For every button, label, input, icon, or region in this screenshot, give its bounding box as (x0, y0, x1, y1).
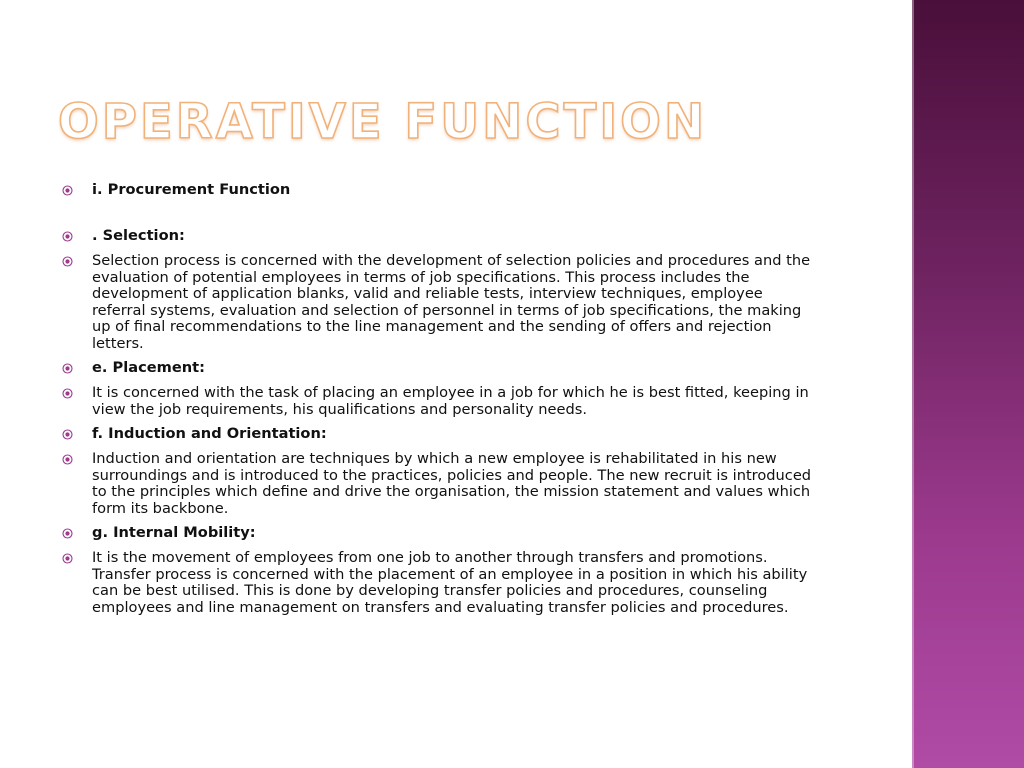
circled-dot-icon (62, 385, 92, 402)
induction-heading: f. Induction and Orientation: (92, 425, 327, 442)
placement-heading: e. Placement: (92, 359, 205, 376)
circled-dot-icon (62, 228, 92, 245)
procurement-heading: i. Procurement Function (92, 181, 291, 198)
circled-dot-icon (62, 550, 92, 567)
list-item (62, 385, 862, 418)
circled-dot-icon (62, 360, 92, 377)
circled-dot-icon (62, 426, 92, 443)
induction-paragraph: Induction and orientation are techniques by which a new employee is rehabilitated in his new surroundings and is introduced to the practices, policies and people. The new recruit is introduced to the principles which define and drive the organisation, the mission statement and values which form its backbone. (92, 450, 812, 517)
list-item (62, 426, 862, 443)
list-item (62, 182, 862, 199)
list-item (62, 360, 862, 377)
side-band-edge (912, 0, 914, 768)
list-item (62, 253, 862, 352)
decorative-side-band (912, 0, 1024, 768)
slide-title: OPERATIVE FUNCTION (58, 94, 708, 150)
circled-dot-icon (62, 182, 92, 199)
selection-heading: . Selection: (92, 227, 185, 244)
list-item (62, 228, 862, 245)
internal-mobility-paragraph: It is the movement of employees from one job to another through transfers and promotions. Transfer process is concerned with the placement of an employee in a position in which his ability can be best utilised. This is done by developing transfer policies and procedures, counseling employees and line management on transfers and evaluating transfer policies and procedures. (92, 549, 808, 616)
bullet-list (62, 182, 862, 624)
selection-paragraph: Selection process is concerned with the development of selection policies and procedures and the evaluation of potential employees in terms of job specifications. This process includes the development of application blanks, valid and reliable tests, interview techniques, employee referral systems, evaluation and selection of personnel in terms of job specifications, the making up of final recommendations to the line management and the sending of offers and rejection letters. (92, 252, 811, 352)
circled-dot-icon (62, 451, 92, 468)
internal-mobility-heading: g. Internal Mobility: (92, 524, 256, 541)
list-item (62, 550, 862, 616)
circled-dot-icon (62, 253, 92, 270)
placement-paragraph: It is concerned with the task of placing an employee in a job for which he is best fitted, keeping in view the job requirements, his qualifications and personality needs. (92, 384, 809, 418)
list-item (62, 525, 862, 542)
circled-dot-icon (62, 525, 92, 542)
list-item (62, 451, 862, 517)
